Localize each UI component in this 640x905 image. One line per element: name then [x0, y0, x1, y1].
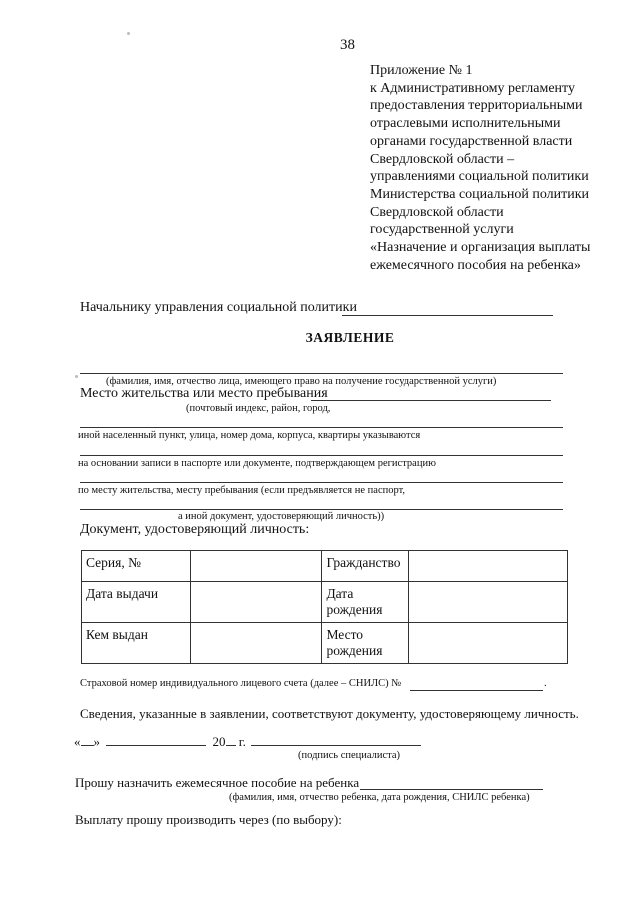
residence-hint: (почтовый индекс, район, город,	[186, 403, 331, 414]
table-row	[82, 551, 568, 582]
citizenship-label: Гражданство	[322, 551, 409, 582]
residence-hint: иной населенный пункт, улица, номер дома, корпуса, квартиры указываются	[78, 430, 421, 441]
appendix-line: «Назначение и организация выплаты	[370, 240, 591, 256]
issue-date-field[interactable]	[190, 582, 322, 623]
issue-date-label: Дата выдачи	[82, 582, 191, 623]
table-row	[82, 582, 568, 623]
year-prefix: 20	[212, 734, 226, 749]
birth-date-label-line: Дата	[326, 586, 354, 601]
residence-field-2[interactable]	[80, 427, 563, 428]
residence-field-4[interactable]	[80, 482, 563, 483]
scan-speck	[75, 375, 78, 378]
residence-field[interactable]	[311, 400, 551, 401]
residence-hint: на основании записи в паспорте или документе, подтверждающем регистрацию	[78, 458, 436, 469]
close-quote: »	[93, 734, 100, 749]
addressee-label: Начальнику управления социальной политики	[80, 300, 357, 315]
series-number-label: Серия, №	[82, 551, 191, 582]
year-suffix: г.	[238, 734, 246, 749]
day-field[interactable]	[81, 745, 94, 746]
open-quote: «	[74, 734, 81, 749]
residence-label: Место жительства или место пребывания	[80, 386, 328, 401]
id-document-label: Документ, удостоверяющий личность:	[80, 522, 310, 537]
appendix-line: Свердловской области	[370, 204, 504, 220]
residence-hint: а иной документ, удостоверяющий личность))	[178, 511, 385, 522]
residence-field-5[interactable]	[80, 509, 563, 510]
payment-label: Выплату прошу производить через (по выбору):	[75, 812, 342, 827]
birth-date-label-line: рождения	[326, 602, 383, 617]
appendix-line: Свердловской области –	[370, 151, 515, 167]
table-row	[82, 623, 568, 664]
residence-hint: по месту жительства, месту пребывания (если предъявляется не паспорт,	[78, 485, 406, 496]
birth-place-label-line: Место	[326, 627, 364, 642]
birth-place-label-line: рождения	[326, 643, 383, 658]
citizenship-field[interactable]	[409, 551, 568, 582]
appendix-line: отраслевыми исполнительными	[370, 116, 561, 132]
appendix-header	[370, 62, 630, 274]
appendix-line: управлениями социальной политики	[370, 169, 589, 185]
series-number-field[interactable]	[190, 551, 322, 582]
month-field[interactable]	[106, 745, 206, 746]
addressee-field[interactable]	[342, 315, 553, 316]
confirmation-text: Сведения, указанные в заявлении, соответствуют документу, удостоверяющему личность.	[80, 706, 579, 721]
id-document-table	[81, 550, 568, 664]
applicant-hint: (фамилия, имя, отчество лица, имеющего право на получение государственной услуги)	[106, 376, 497, 387]
issued-by-field[interactable]	[190, 623, 322, 664]
signature-hint: (подпись специалиста)	[298, 750, 401, 761]
residence-field-3[interactable]	[80, 455, 563, 456]
snils-end: .	[544, 678, 547, 689]
snils-field[interactable]	[410, 690, 543, 691]
snils-label: Страховой номер индивидуального лицевого счета (далее – СНИЛС) №	[80, 678, 402, 689]
appendix-line: Министерства социальной политики	[370, 186, 590, 202]
request-hint: (фамилия, имя, отчество ребенка, дата рождения, СНИЛС ребенка)	[229, 792, 530, 803]
birth-place-label	[322, 623, 409, 664]
date-line	[74, 734, 421, 750]
signature-field[interactable]	[251, 745, 421, 746]
appendix-line: органами государственной власти	[370, 133, 573, 149]
issued-by-label: Кем выдан	[82, 623, 191, 664]
appendix-line: государственной услуги	[370, 222, 514, 238]
birth-date-field[interactable]	[409, 582, 568, 623]
child-info-field[interactable]	[360, 789, 543, 790]
appendix-line: к Административному регламенту	[370, 80, 575, 96]
appendix-line: предоставления территориальными	[370, 98, 583, 114]
page-number: 38	[340, 37, 355, 53]
scan-speck	[127, 32, 130, 35]
appendix-line: ежемесячного пособия на ребенка»	[370, 257, 581, 273]
year-field[interactable]	[226, 745, 236, 746]
request-label: Прошу назначить ежемесячное пособие на ребенка	[75, 775, 360, 790]
birth-date-label	[322, 582, 409, 623]
birth-place-field[interactable]	[409, 623, 568, 664]
appendix-line: Приложение № 1	[370, 63, 473, 78]
applicant-name-field[interactable]	[80, 373, 563, 374]
document-title: ЗАЯВЛЕНИЕ	[305, 330, 395, 345]
